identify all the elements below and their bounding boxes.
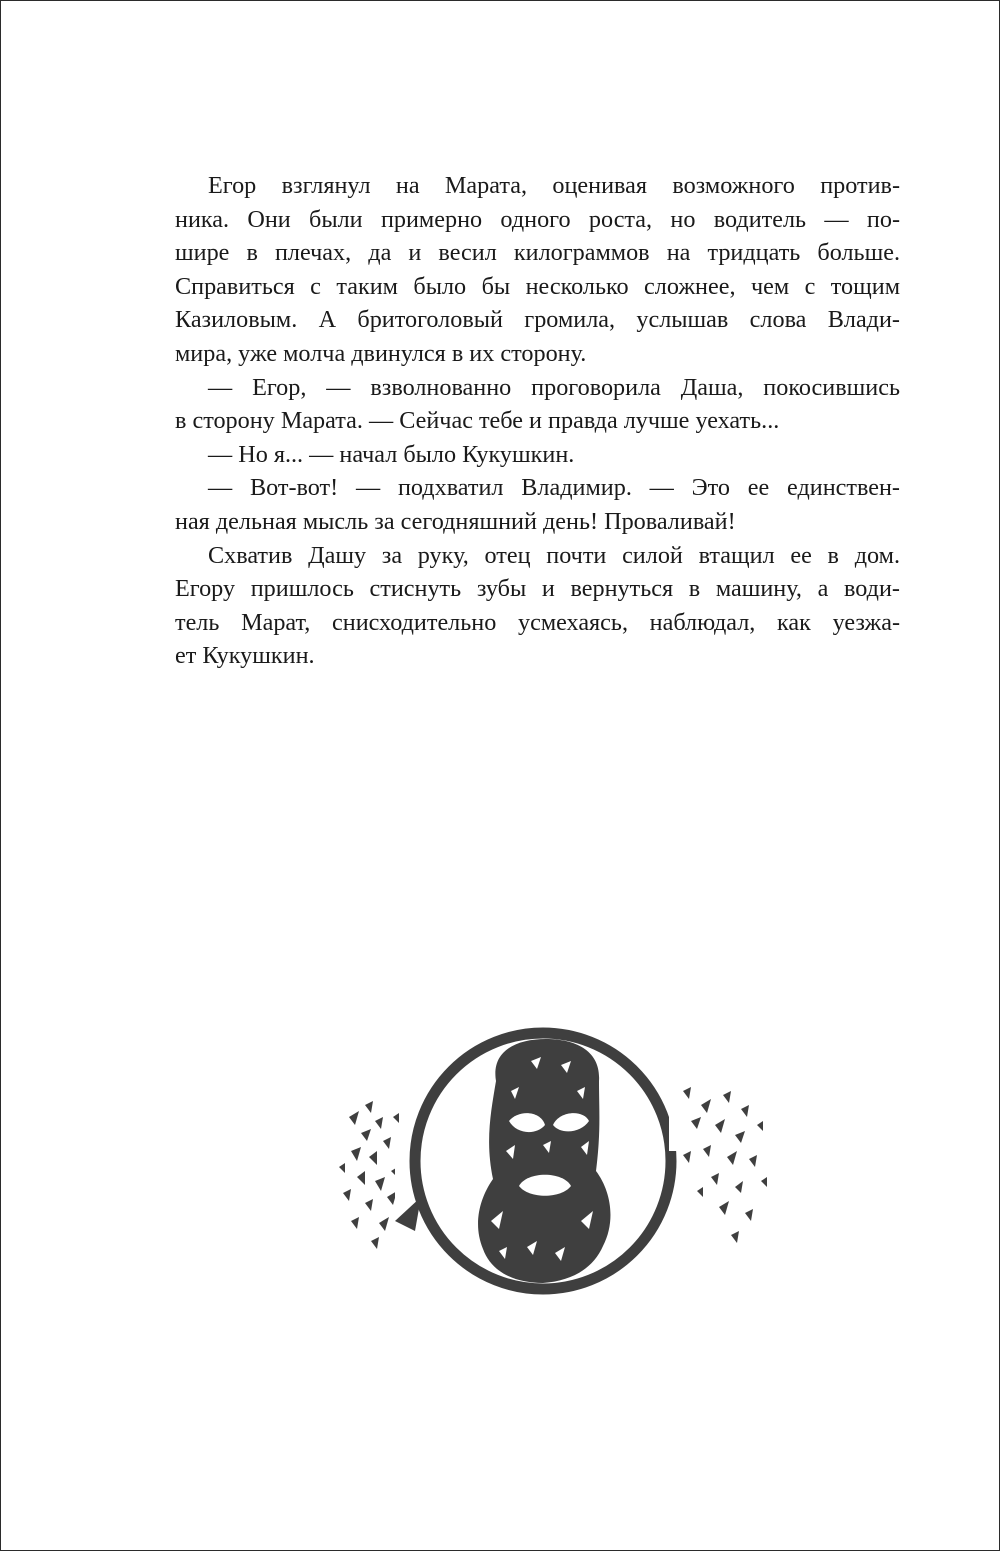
- text-line: Егору пришлось стиснуть зубы и вернуться в машину, а води-: [175, 575, 900, 603]
- mask-emblem: [331, 1021, 771, 1301]
- text-line: ная дельная мысль за сегодняшний день! Проваливай!: [175, 507, 736, 535]
- text-line: Справиться с таким было бы несколько сложнее, чем с тощим: [175, 272, 900, 300]
- text-line: ника. Они были примерно одного роста, но водитель — по-: [175, 205, 900, 233]
- text-line: шире в плечах, да и весил килограммов на тридцать больше.: [175, 239, 900, 267]
- text-line: тель Марат, снисходительно усмехаясь, наблюдал, как уезжа-: [175, 608, 900, 636]
- text-line: — Егор, — взволнованно проговорила Даша, покосившись: [208, 373, 900, 401]
- text-line: мира, уже молча двинулся в их сторону.: [175, 339, 587, 367]
- text-line: — Вот-вот! — подхватил Владимир. — Это ее единствен-: [208, 474, 900, 502]
- body-text: [175, 169, 900, 673]
- text-line: Егор взглянул на Марата, оценивая возможного против-: [208, 172, 900, 199]
- text-line: Казиловым. А бритоголовый громила, услышав слова Влади-: [175, 306, 900, 334]
- text-line: в сторону Марата. — Сейчас тебе и правда лучше уехать...: [175, 407, 780, 435]
- fragments-right: [677, 1087, 767, 1243]
- text-line: — Но я... — начал было Кукушкин.: [208, 440, 575, 468]
- text-line: ет Кукушкин.: [175, 642, 315, 670]
- text-line: Схватив Дашу за руку, отец почти силой втащил ее в дом.: [208, 541, 900, 569]
- balaclava-mask-icon: [478, 1039, 610, 1283]
